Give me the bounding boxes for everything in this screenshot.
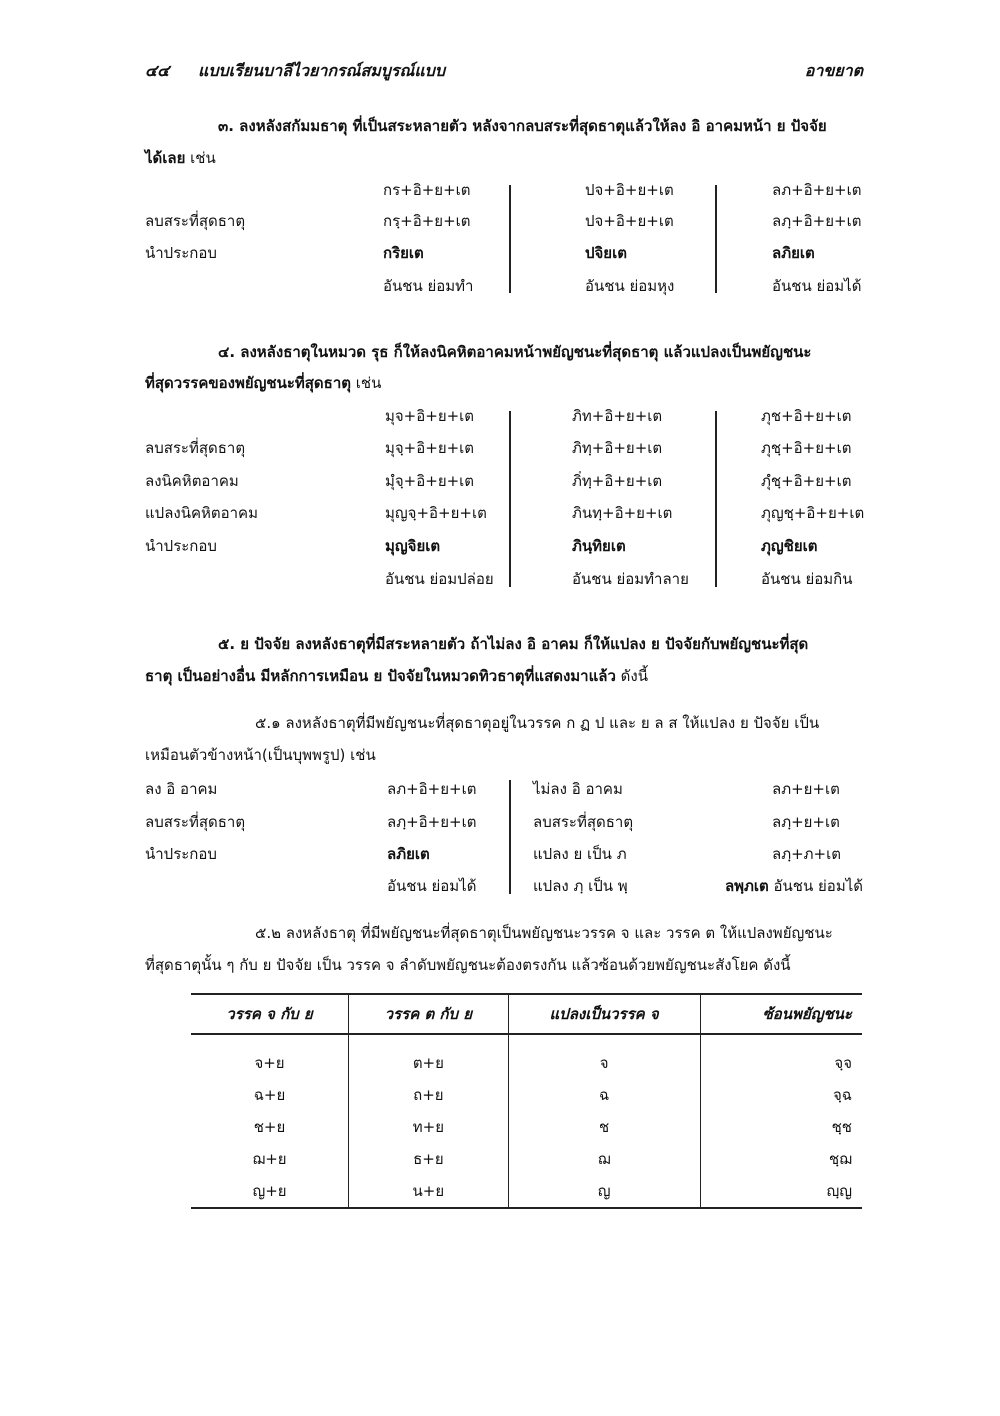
chapter-title: อาขยาต	[804, 61, 863, 80]
s4-c1-r4: มุญจฺ+อิ+ย+เต	[385, 504, 487, 522]
table-cell: ช+ย	[253, 1118, 286, 1136]
table-cell: ญ	[508, 1175, 700, 1208]
table-cell: จ+ย	[254, 1054, 285, 1072]
s3-c3-r1: ลภ+อิ+ย+เต	[772, 181, 862, 199]
s3-label-2: นำประกอบ	[145, 244, 217, 262]
table-cell: ชฺช	[700, 1111, 862, 1143]
book-title: แบบเรียนบาลีไวยากรณ์สมบูรณ์แบบ	[198, 61, 445, 80]
s3-c1-r4: อันชน ย่อมทำ	[383, 277, 474, 295]
s4-c3-r2: ภุชฺ+อิ+ย+เต	[761, 439, 852, 457]
table-row	[191, 1143, 862, 1175]
s4-c2-r3: ภิํทฺ+อิ+ย+เต	[572, 472, 663, 490]
s5-right-label-2: ลบสระที่สุดธาตุ	[533, 813, 634, 831]
s4-c1-r6: อันชน ย่อมปล่อย	[385, 570, 494, 588]
s5-right-value-4-rest: อันชน ย่อมได้	[768, 877, 863, 895]
s5-left-label-1: ลง อิ อาคม	[145, 780, 218, 798]
s5-right-value-4-bold: ลพฺภเต	[724, 877, 769, 895]
s3-c3-r2: ลภฺ+อิ+ย+เต	[772, 212, 862, 230]
s4-c1-r3: มุํจฺ+อิ+ย+เต	[385, 472, 475, 490]
table-cell: ญ+ย	[191, 1175, 349, 1208]
s5-left-value-1: ลภ+อิ+ย+เต	[387, 780, 477, 798]
s3-c1-r1: กร+อิ+ย+เต	[383, 181, 471, 199]
s4-c3-r1: ภุช+อิ+ย+เต	[761, 407, 852, 425]
s5-right-value-1: ลภ+ย+เต	[772, 780, 840, 798]
s4-c2-r4: ภินทฺ+อิ+ย+เต	[572, 504, 673, 522]
s3-text-line1: ๓. ลงหลังสกัมมธาตุ ที่เป็นสระหลายตัว หลังจากลบสระที่สุดธาตุแล้วให้ลง อิ อาคมหน้า ย ปัจจัย	[218, 117, 827, 135]
table-cell: ต+ย	[349, 1034, 509, 1079]
s3-text-line2	[145, 151, 216, 166]
s4-c1-r5: มุญจิยเต	[385, 537, 441, 555]
s5-divider	[509, 780, 511, 894]
s4-text-line2-bold: ที่สุดวรรคของพยัญชนะที่สุดธาตุ	[145, 374, 351, 392]
s3-c1-r3: กริยเต	[383, 244, 424, 262]
table-header-cell: วรรค ต กับ ย	[349, 994, 509, 1034]
s3-c2-r2: ปจ+อิ+ย+เต	[585, 212, 674, 230]
s3-text-line2-rest: เช่น	[185, 149, 216, 167]
table-cell: ถ+ย	[349, 1079, 509, 1111]
s5-text-line2-rest: ดังนี้	[615, 667, 648, 685]
s5-right-label-1: ไม่ลง อิ อาคม	[533, 780, 623, 798]
table-cell: ฌ+ย	[252, 1150, 287, 1168]
s3-c3-r4: อันชน ย่อมได้	[772, 277, 862, 295]
s3-text-line2-bold: ได้เลย	[145, 149, 186, 167]
s4-c3-r6: อันชน ย่อมกิน	[761, 570, 853, 588]
s4-c1-r1: มุจ+อิ+ย+เต	[385, 407, 475, 425]
s4-label-3: แปลงนิคหิตอาคม	[145, 504, 258, 522]
table-header-cell: แปลงเป็นวรรค จ	[508, 994, 700, 1034]
table-cell: ญฺญ	[700, 1175, 862, 1208]
s3-divider-1	[509, 185, 511, 293]
table-row	[191, 1034, 862, 1079]
table-row	[191, 1079, 862, 1111]
table-header-cell: วรรค จ กับ ย	[191, 994, 349, 1034]
table-cell: น+ย	[349, 1175, 509, 1208]
s5-right-value-4	[725, 879, 863, 894]
s4-c3-r3: ภุํชฺ+อิ+ย+เต	[761, 472, 852, 490]
s5-text-line1: ๕. ย ปัจจัย ลงหลังธาตุที่มีสระหลายตัว ถ้าไม่ลง อิ อาคม ก็ให้แปลง ย ปัจจัยกับพยัญชนะที่สุด	[218, 635, 809, 653]
consonant-table	[191, 993, 862, 1209]
s4-label-1: ลบสระที่สุดธาตุ	[145, 439, 246, 457]
table-cell: ช	[508, 1111, 700, 1143]
s4-divider-1	[509, 411, 511, 587]
s5-left-label-2: ลบสระที่สุดธาตุ	[145, 813, 246, 831]
table-header-cell: ซ้อนพยัญชนะ	[700, 994, 862, 1034]
s4-c1-r2: มุจฺ+อิ+ย+เต	[385, 439, 475, 457]
s5-left-value-4: อันชน ย่อมได้	[387, 877, 477, 895]
table-cell: ฉ+ย	[253, 1086, 286, 1104]
s5-right-label-3: แปลง ย เป็น ภ	[533, 845, 627, 863]
s3-c2-r3: ปจิยเต	[585, 244, 627, 262]
s3-c3-r3: ลภิยเต	[772, 244, 815, 262]
table-cell: จฺจ	[700, 1034, 862, 1079]
table-row	[191, 1175, 862, 1208]
table-cell: จฺฉ	[700, 1079, 862, 1111]
s5-left-value-2: ลภฺ+อิ+ย+เต	[387, 813, 477, 831]
table-cell: ธ+ย	[349, 1143, 509, 1175]
s4-text-line2-rest: เช่น	[351, 374, 382, 392]
table-cell: ท+ย	[349, 1111, 509, 1143]
s3-c2-r4: อันชน ย่อมหุง	[585, 277, 675, 295]
s3-c1-r2: กรฺ+อิ+ย+เต	[383, 212, 471, 230]
table-cell: ชฺฌ	[700, 1143, 862, 1175]
s4-c2-r6: อันชน ย่อมทำลาย	[572, 570, 689, 588]
s3-c2-r1: ปจ+อิ+ย+เต	[585, 181, 674, 199]
s4-label-4: นำประกอบ	[145, 537, 217, 555]
s5-right-value-3: ลภฺ+ภ+เต	[772, 845, 841, 863]
s5-left-value-3: ลภิยเต	[387, 845, 430, 863]
table-cell: ฌ	[508, 1143, 700, 1175]
s5-text-line2-bold: ธาตุ เป็นอย่างอื่น มีหลักการเหมือน ย ปัจจัยในหมวดทิวธาตุที่แสดงมาแล้ว	[145, 667, 616, 685]
s5-left-label-3: นำประกอบ	[145, 845, 217, 863]
s5-sub2-line2: ที่สุดธาตุนั้น ๆ กับ ย ปัจจัย เป็น วรรค จ ลำดับพยัญชนะต้องตรงกัน แล้วซ้อนด้วยพยัญชนะสังโยค ดังนี้	[145, 956, 791, 974]
s3-divider-2	[715, 185, 717, 293]
s5-sub1-line2: เหมือนตัวข้างหน้า(เป็นบุพพรูป) เช่น	[145, 746, 376, 764]
s5-sub1-line1: ๕.๑ ลงหลังธาตุที่มีพยัญชนะที่สุดธาตุอยู่ในวรรค ก ฏ ป และ ย ล ส ให้แปลง ย ปัจจัย เป็น	[255, 714, 820, 732]
s5-text-line2	[145, 669, 648, 684]
s4-label-2: ลงนิคหิตอาคม	[145, 472, 239, 490]
s4-text-line2	[145, 376, 381, 391]
s4-c2-r1: ภิท+อิ+ย+เต	[572, 407, 663, 425]
s5-sub2-line1: ๕.๒ ลงหลังธาตุ ที่มีพยัญชนะที่สุดธาตุเป็นพยัญชนะวรรค จ และ วรรค ต ให้แปลงพยัญชนะ	[255, 924, 833, 942]
table-cell: จ	[508, 1034, 700, 1079]
table-cell: ฉ	[508, 1079, 700, 1111]
table-header-row	[191, 994, 862, 1034]
page-number: ๔๔	[145, 61, 170, 80]
table-row	[191, 1111, 862, 1143]
s4-c3-r4: ภุญชฺ+อิ+ย+เต	[761, 504, 865, 522]
s4-c3-r5: ภุญชิยเต	[761, 537, 818, 555]
s4-divider-2	[715, 411, 717, 587]
s4-text-line1: ๔. ลงหลังธาตุในหมวด รุธ ก็ให้ลงนิคหิตอาคมหน้าพยัญชนะที่สุดธาตุ แล้วแปลงเป็นพยัญชนะ	[218, 343, 812, 361]
s4-c2-r2: ภิทฺ+อิ+ย+เต	[572, 439, 663, 457]
s5-right-value-2: ลภฺ+ย+เต	[772, 813, 840, 831]
s5-right-label-4: แปลง ภฺ เป็น พฺ	[533, 877, 628, 895]
s3-label-1: ลบสระที่สุดธาตุ	[145, 212, 246, 230]
s4-c2-r5: ภินฺทิยเต	[572, 537, 626, 555]
